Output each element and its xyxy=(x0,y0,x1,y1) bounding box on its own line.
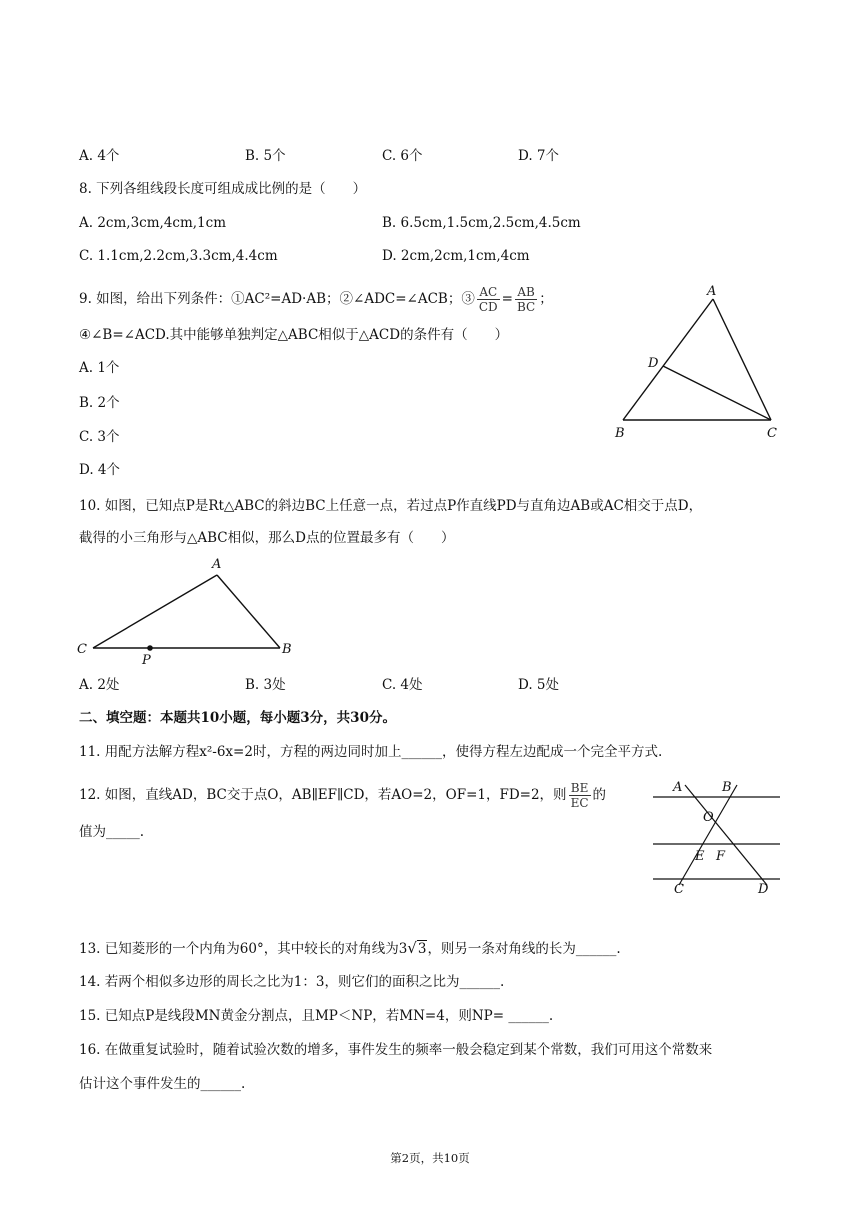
q9-frac2-denominator: BC xyxy=(516,300,536,314)
q9-label-b: B xyxy=(615,426,625,441)
q9-stem-end: ； xyxy=(539,291,553,307)
q10-side-ca xyxy=(93,575,217,648)
q12-frac-denominator: EC xyxy=(570,796,589,810)
q9-frac1-denominator: CD xyxy=(478,300,498,314)
page-footer: 第2页，共10页 xyxy=(390,1151,470,1165)
q13-stem-text: 13. 已知菱形的一个内角为60°，其中较长的对角线为3 xyxy=(79,941,408,957)
q12-line-ad xyxy=(685,785,767,885)
q11-stem: 11. 用配方法解方程x²-6x=2时，方程的两边同时加上______，使得方程左边配成一个完全平方式. xyxy=(79,744,663,760)
q14-stem: 14. 若两个相似多边形的周长之比为1：3，则它们的面积之比为______. xyxy=(79,974,505,990)
q7-option-c: C. 6个 xyxy=(382,148,423,164)
q12-stem-line1 xyxy=(79,778,606,812)
q9-stem-line2: ④∠B=∠ACD.其中能够单独判定△ABC相似于△ACD的条件有（ ） xyxy=(79,327,509,343)
section-2-heading: 二、填空题：本题共10小题，每小题3分，共30分。 xyxy=(79,710,396,726)
q7-option-a: A. 4个 xyxy=(79,148,120,164)
q8-option-b: B. 6.5cm,1.5cm,2.5cm,4.5cm xyxy=(382,215,581,231)
q9-side-ab xyxy=(623,299,713,420)
q7-option-d: D. 7个 xyxy=(518,148,560,164)
q9-frac1-numerator: AC xyxy=(477,285,500,300)
q9-fraction-2 xyxy=(515,285,537,314)
q13-stem xyxy=(79,938,621,959)
q10-option-b: B. 3处 xyxy=(245,677,286,693)
q16-stem-line1: 16. 在做重复试验时，随着试验次数的增多，事件发生的频率一般会稳定到某个常数，我们可用这个常数来 xyxy=(79,1042,713,1058)
q10-option-d: D. 5处 xyxy=(518,677,560,693)
q10-stem-line1: 10. 如图，已知点P是Rt△ABC的斜边BC上任意一点，若过点P作直线PD与直角边AB或AC相交于点D， xyxy=(79,498,703,514)
q12-stem-line2: 值为_____. xyxy=(79,824,145,840)
q12-parallel-lines-figure xyxy=(645,775,785,900)
q10-label-p: P xyxy=(142,653,151,668)
q10-option-c: C. 4处 xyxy=(382,677,423,693)
q8-option-d: D. 2cm,2cm,1cm,4cm xyxy=(382,248,530,264)
q9-label-a: A xyxy=(707,284,717,299)
q12-label-f: F xyxy=(716,849,726,864)
q16-stem-line2: 估计这个事件发生的______. xyxy=(79,1076,246,1092)
q8-option-a: A. 2cm,3cm,4cm,1cm xyxy=(79,215,227,231)
q12-fraction xyxy=(569,781,591,810)
q13-stem-end: ，则另一条对角线的长为______. xyxy=(427,941,621,957)
q12-line-bc xyxy=(679,785,737,885)
q9-triangle-figure xyxy=(605,280,795,445)
q10-stem-line2: 截得的小三角形与△ABC相似，那么D点的位置最多有（ ） xyxy=(79,530,455,546)
q9-label-d: D xyxy=(648,356,659,371)
q9-option-c: C. 3个 xyxy=(79,429,120,445)
q10-point-p xyxy=(147,645,153,651)
q12-label-a: A xyxy=(673,780,683,795)
q12-label-d: D xyxy=(758,882,769,897)
q9-side-ac xyxy=(713,299,771,420)
q9-option-d: D. 4个 xyxy=(79,462,121,478)
q10-triangle-figure xyxy=(70,552,310,670)
q10-label-a: A xyxy=(212,557,222,572)
q8-stem: 8. 下列各组线段长度可组成成比例的是（ ） xyxy=(79,181,367,197)
q10-label-c: C xyxy=(77,642,87,657)
q15-stem: 15. 已知点P是线段MN黄金分割点，且MP＜NP，若MN=4，则NP= ______. xyxy=(79,1008,554,1024)
q9-stem-text: 9. 如图，给出下列条件：①AC²=AD·AB；②∠ADC=∠ACB；③ xyxy=(79,291,475,307)
q9-label-c: C xyxy=(767,426,777,441)
sqrt-icon: √ xyxy=(407,939,417,957)
q12-label-e: E xyxy=(695,849,705,864)
q9-stem-line1 xyxy=(79,283,553,315)
q9-segment-dc xyxy=(663,366,771,420)
q7-option-b: B. 5个 xyxy=(245,148,286,164)
q9-fraction-1 xyxy=(477,285,500,314)
q12-stem-text: 12. 如图，直线AD，BC交于点O，AB∥EF∥CD，若AO=2，OF=1，FD=2，则 xyxy=(79,787,567,803)
q10-label-b: B xyxy=(282,642,292,657)
q12-label-c: C xyxy=(674,882,684,897)
q10-option-a: A. 2处 xyxy=(79,677,120,693)
q9-option-a: A. 1个 xyxy=(79,360,120,376)
q12-frac-numerator: BE xyxy=(569,781,591,796)
q10-side-ab xyxy=(217,575,280,648)
q8-option-c: C. 1.1cm,2.2cm,3.3cm,4.4cm xyxy=(79,248,278,264)
q12-stem-end: 的 xyxy=(592,787,607,803)
q12-label-o: O xyxy=(703,810,714,825)
q13-sqrt-radicand: 3 xyxy=(417,941,427,957)
q12-label-b: B xyxy=(722,780,732,795)
q9-frac2-numerator: AB xyxy=(515,285,537,300)
q9-option-b: B. 2个 xyxy=(79,395,120,411)
q9-equals: = xyxy=(501,291,513,307)
